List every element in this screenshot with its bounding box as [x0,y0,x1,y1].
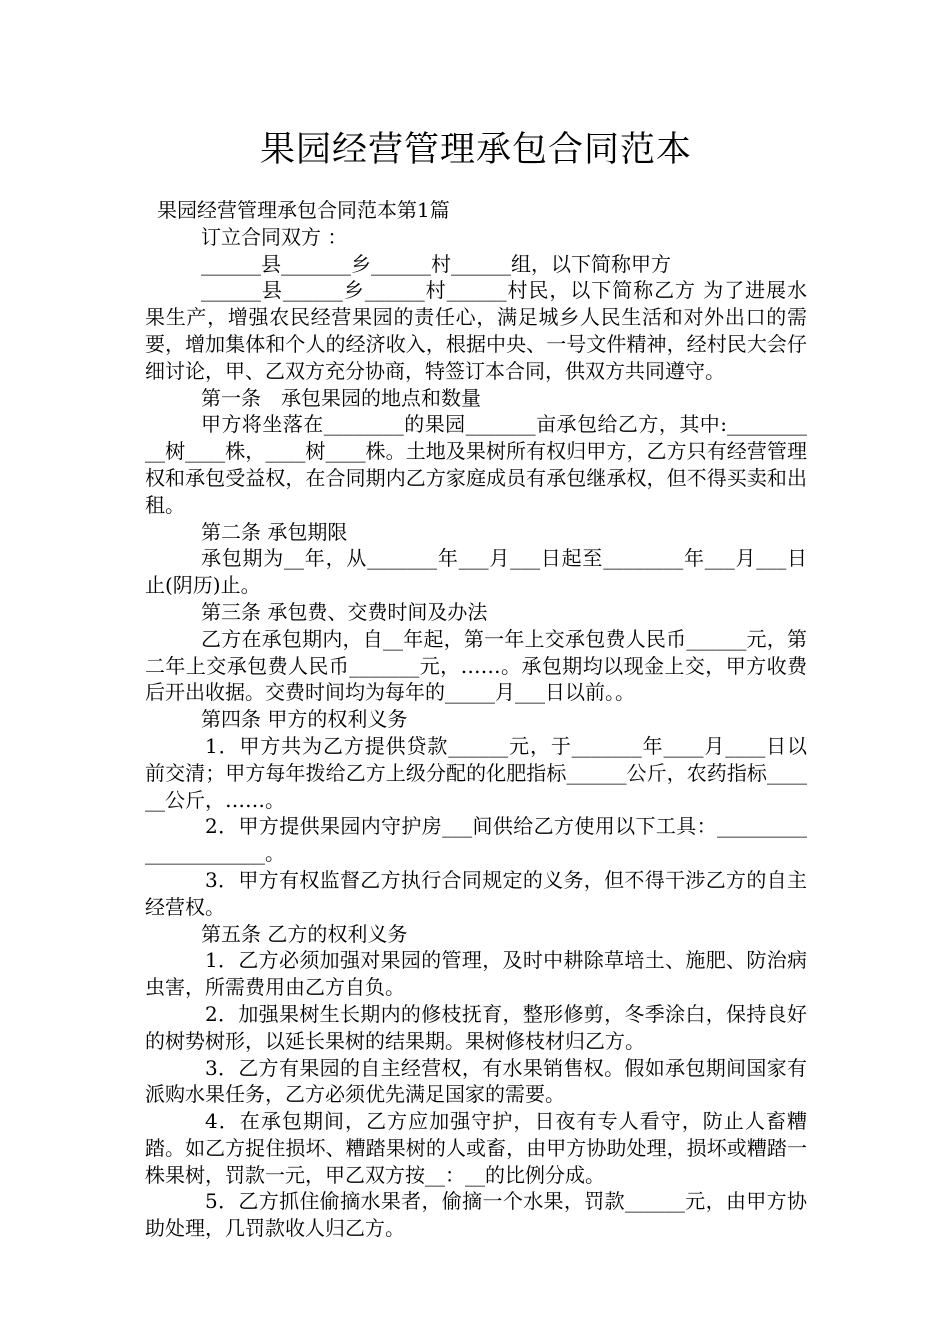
clause: 2．加强果树生长期内的修枝抚育，整形修剪，冬季涂白，保持良好的树势树形，以延长果树的结果期。果树修枝材归乙方。 [145,1001,807,1053]
paragraph: 承包期为__年，从_______年___月___日起至________年___月___日止(阴历)止。 [145,546,807,598]
paragraph: ______县______乡______村______村民，以下简称乙方 为了进展水果生产，增强农民经营果园的责任心，满足城乡人民生活和对外出口的需要，增加集体和个人的经济收入，根据中央、一号文件精神，经村民大会仔细讨论，甲、乙双方充分协商，特签订本合同，供双方共同遵守。 [145,278,807,383]
article-heading: 第二条 承包期限 [201,519,348,544]
section-heading: 果园经营管理承包合同范本第1篇 [157,198,450,222]
clause: 1．乙方必须加强对果园的管理，及时中耕除草培土、施肥、防治病虫害，所需费用由乙方自负。 [145,948,807,1000]
clause: 3．乙方有果园的自主经营权，有水果销售权。假如承包期间国家有派购水果任务，乙方必须优先满足国家的需要。 [145,1055,807,1107]
clause: 2．甲方提供果园内守护房___间供给乙方使用以下工具：_____________________。 [145,814,807,866]
document-title: 果园经营管理承包合同范本 [259,130,692,170]
article-heading: 第三条 承包费、交费时间及办法 [201,599,488,624]
paragraph: ______县_______乡______村______组，以下简称甲方 [201,251,671,276]
article-heading: 第五条 乙方的权利义务 [201,921,408,946]
paragraph: 甲方将坐落在________的果园_______亩承包给乙方，其中:__________树____株，____树____株。土地及果树所有权归甲方，乙方只有经营管理权和承包受益权，在合同期内乙方家庭成员有承包继承权，但不得买卖和出租。 [145,412,807,517]
paragraph: 乙方在承包期内，自__年起，第一年上交承包费人民币______元，第二年上交承包费人民币_______元，……。承包期均以现金上交，甲方收费后开出收据。交费时间均为每年的_____月___日以前。。 [145,626,807,705]
clause: 3．甲方有权监督乙方执行合同规定的义务，但不得干涉乙方的自主经营权。 [145,867,807,919]
article-heading: 第四条 甲方的权利义务 [201,707,408,732]
article-heading: 第一条 承包果园的地点和数量 [201,385,481,410]
clause: 5．乙方抓住偷摘水果者，偷摘一个水果，罚款______元，由甲方协助处理，几罚款收人归乙方。 [145,1189,807,1241]
clause: 1．甲方共为乙方提供贷款______元，于_______年____月____日以前交清；甲方每年拨给乙方上级分配的化肥指标______公斤，农药指标______公斤，……。 [145,733,807,812]
clause: 4．在承包期间，乙方应加强守护，日夜有专人看守，防止人畜糟踏。如乙方捉住损坏、糟踏果树的人或畜，由甲方协助处理，损坏或糟踏一株果树，罚款一元，甲乙双方按__：__的比例分成。 [145,1109,807,1187]
paragraph: 订立合同双方 ： [201,224,348,249]
document-body [145,197,807,1242]
